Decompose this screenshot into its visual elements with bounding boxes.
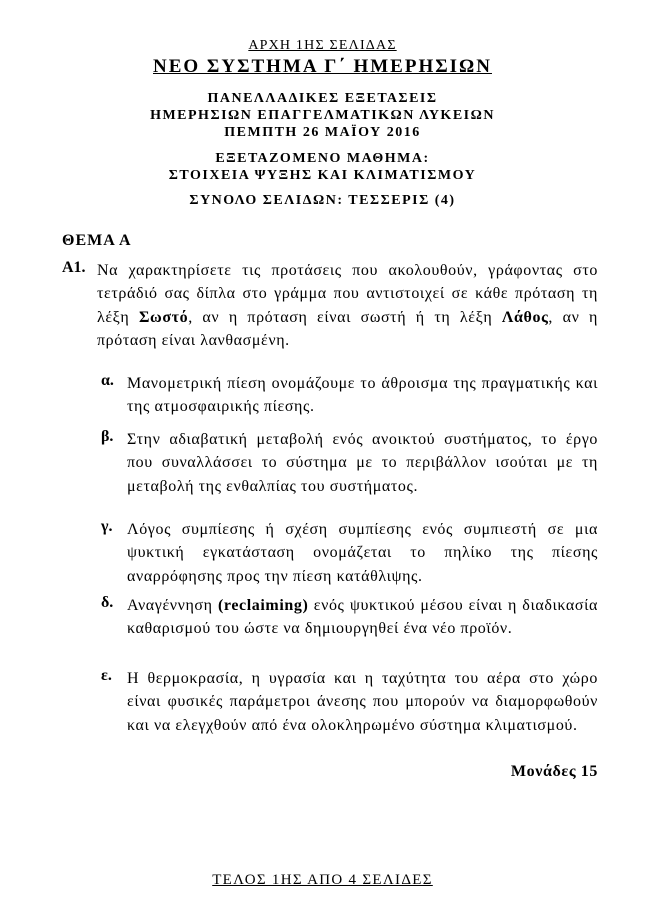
subject-name: ΣΤΟΙΧΕΙΑ ΨΥΞΗΣ ΚΑΙ ΚΛΙΜΑΤΙΣΜΟΥ xyxy=(168,168,477,183)
subject-label: ΕΞΕΤΑΖΟΜΕΝΟ ΜΑΘΗΜΑ: xyxy=(215,151,430,166)
theme-title: ΘΕΜΑ Α xyxy=(62,232,132,249)
page-header-label: ΑΡΧΗ 1ΗΣ ΣΕΛΙΔΑΣ xyxy=(248,38,397,53)
wrong-word: Λάθος xyxy=(501,308,549,326)
question-text-part: , αν η πρόταση είναι σωστή ή τη λέξη xyxy=(188,308,502,326)
question-text xyxy=(97,259,598,353)
exam-school-line: ΗΜΕΡΗΣΙΩΝ ΕΠΑΓΓΕΛΜΑΤΙΚΩΝ ΛΥΚΕΙΩΝ xyxy=(150,108,495,123)
exam-date-line: ΠΕΜΠΤΗ 26 ΜΑΪΟΥ 2016 xyxy=(224,125,421,140)
marks-label: Μονάδες 15 xyxy=(510,763,598,780)
option-text-part: Αναγέννηση xyxy=(127,597,218,614)
question-text-part: Να χαρακτηρίσετε τις προτάσεις που ακολουθούν, γράφοντας στο τετράδιό σας δίπλα στο γράμμα που αντιστοιχεί σε κάθε πρόταση τη λέξη xyxy=(97,262,598,326)
reclaiming-term: (reclaiming) xyxy=(217,597,309,614)
option-text-c: Λόγος συμπίεσης ή σχέση συμπίεσης ενός συμπιεστή σε μια ψυκτική εγκατάσταση ονομάζεται το πηλίκο της πίεσης αναρρόφησης προς την πίεση κατάθλιψης. xyxy=(127,521,598,585)
option-text-e: Η θερμοκρασία, η υγρασία και η ταχύτητα του αέρα στο χώρο είναι φυσικές παράμετροι άνεσης που μπορούν να διαμορφωθούν και να ελεγχθούν από ένα ολοκληρωμένο σύστημα κλιματισμού. xyxy=(127,670,598,734)
option-text-a: Μανομετρική πίεση ονομάζουμε το άθροισμα της πραγματικής και της ατμοσφαιρικής πίεσης. xyxy=(127,375,598,416)
option-text-b: Στην αδιαβατική μεταβολή ενός ανοικτού συστήματος, το έργο που συναλλάσσει το σύστημα με το περιβάλλον ισούται με τη μεταβολή της ενθαλπίας του συστήματος. xyxy=(127,431,598,495)
page-footer-label: ΤΕΛΟΣ 1ΗΣ ΑΠΟ 4 ΣΕΛΙΔΕΣ xyxy=(212,872,433,888)
question-number: Α1. xyxy=(62,259,86,276)
correct-word: Σωστό xyxy=(138,308,189,326)
option-letter-e: ε. xyxy=(101,667,112,684)
exam-title-line: ΠΑΝΕΛΛΑΔΙΚΕΣ ΕΞΕΤΑΣΕΙΣ xyxy=(207,91,438,106)
option-text-d xyxy=(127,594,598,641)
question-text-part: , αν η πρόταση είναι λανθασμένη. xyxy=(97,308,599,350)
system-title: ΝΕΟ ΣΥΣΤΗΜΑ Γ΄ ΗΜΕΡΗΣΙΩΝ xyxy=(153,56,492,77)
option-letter-b: β. xyxy=(101,428,114,445)
total-pages-line: ΣΥΝΟΛΟ ΣΕΛΙΔΩΝ: ΤΕΣΣΕΡΙΣ (4) xyxy=(189,193,456,208)
option-text-part: ενός ψυκτικού μέσου είναι η διαδικασία καθαρισμού του ώστε να δημιουργηθεί ένα νέο προϊόν. xyxy=(127,597,598,638)
option-letter-a: α. xyxy=(101,372,114,389)
option-letter-c: γ. xyxy=(101,518,113,535)
option-letter-d: δ. xyxy=(101,594,114,611)
